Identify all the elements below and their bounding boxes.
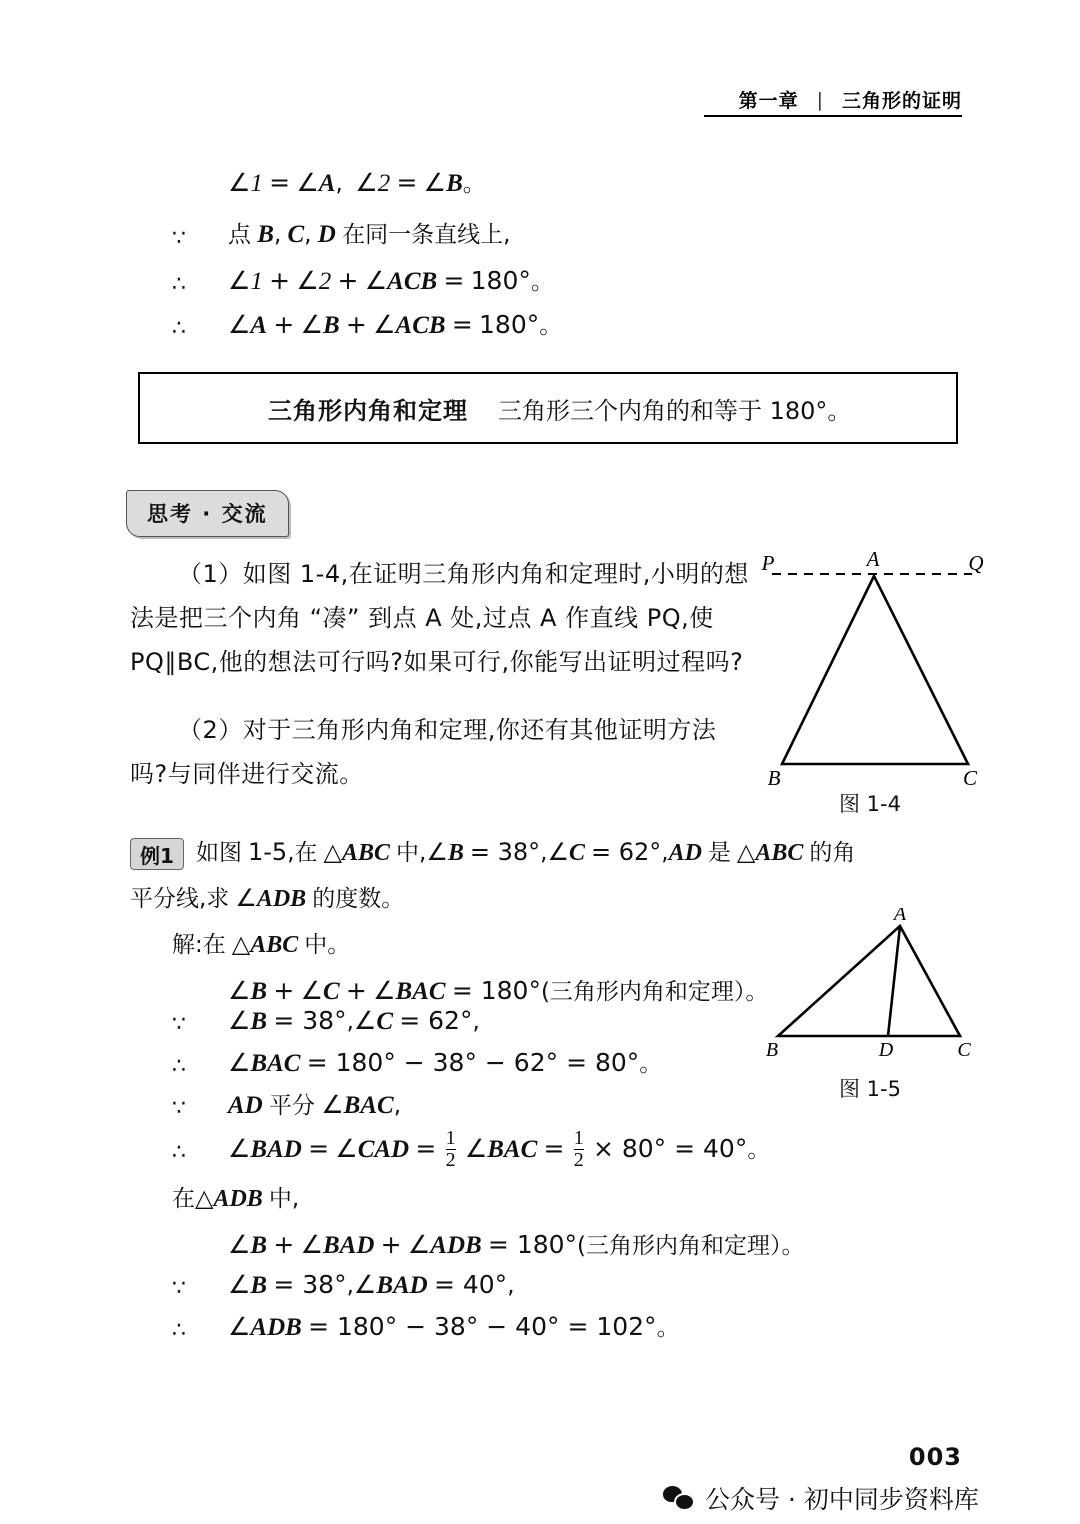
therefore-mark-3: ∴ — [172, 1054, 186, 1079]
svg-text:B: B — [765, 1039, 779, 1060]
theorem-text: 三角形三个内角的和等于 180°。 — [498, 396, 852, 425]
think-share-tag: 思考 · 交流 — [126, 490, 289, 537]
therefore-mark-2: ∴ — [172, 316, 186, 341]
page-number: 003 — [908, 1443, 962, 1471]
svg-text:B: B — [767, 766, 781, 788]
solution-step-7: ∠B = 38°,∠BAD = 40°, — [228, 1270, 515, 1299]
svg-text:D: D — [878, 1039, 894, 1060]
because-mark-1: ∵ — [172, 226, 186, 251]
example-statement-line-2: 平分线,求 ∠ADB 的度数。 — [130, 884, 405, 912]
discussion-question-1: （1）如图 1-4,在证明三角形内角和定理时,小明的想法是把三个内角 “凑” 到点 A 处,过点 A 作直线 PQ,使 PQ∥BC,他的想法可行吗?如果可行,你能写出证明过程吗? — [130, 560, 749, 676]
svg-text:C: C — [957, 1039, 971, 1060]
example-marker: 例1 — [130, 838, 184, 870]
figure-1-5 — [760, 908, 980, 1065]
solution-step-6: ∠B + ∠BAD + ∠ADB = 180°(三角形内角和定理）。 — [228, 1230, 805, 1259]
proof-line-2: 点 B, C, D 在同一条直线上, — [228, 221, 511, 248]
because-mark-2: ∵ — [172, 1012, 186, 1037]
wechat-icon — [663, 1485, 693, 1511]
svg-text:A: A — [866, 547, 880, 571]
therefore-mark-4: ∴ — [172, 1140, 186, 1165]
because-mark-3: ∵ — [172, 1096, 186, 1121]
figure-1-4 — [756, 540, 988, 793]
therefore-mark-1: ∴ — [172, 272, 186, 297]
header-rule — [704, 115, 962, 117]
theorem-box — [138, 372, 958, 444]
solution-step-2: ∠B = 38°,∠C = 62°, — [228, 1006, 480, 1035]
solution-step-3: ∠BAC = 180° − 38° − 62° = 80°。 — [228, 1048, 663, 1077]
solution-step-4: AD 平分 ∠BAC, — [228, 1090, 401, 1119]
header-title: 三角形的证明 — [841, 90, 962, 112]
solution-lead: 解:在 △ABC 中。 — [172, 930, 351, 958]
header-chapter: 第一章 — [738, 90, 799, 112]
running-head — [739, 86, 962, 113]
watermark-text: 公众号 · 初中同步资料库 — [705, 1485, 979, 1514]
svg-text:C: C — [962, 766, 978, 788]
proof-line-3: ∠1 + ∠2 + ∠ACB = 180°。 — [228, 266, 554, 295]
svg-text:P: P — [761, 551, 775, 575]
svg-text:A: A — [893, 908, 907, 925]
solution-step-8: ∠ADB = 180° − 38° − 40° = 102°。 — [228, 1312, 680, 1341]
solution-step-1: ∠B + ∠C + ∠BAC = 180°(三角形内角和定理）。 — [228, 976, 769, 1005]
svg-text:Q: Q — [968, 551, 984, 575]
figure-1-5-caption: 图 1-5 — [839, 1077, 901, 1101]
watermark — [663, 1480, 979, 1516]
discussion-question-2: （2）对于三角形内角和定理,你还有其他证明方法吗?与同伴进行交流。 — [130, 716, 717, 788]
header-separator: | — [816, 88, 824, 111]
example-statement-line-1: 如图 1-5,在 △ABC 中,∠B = 38°,∠C = 62°,AD 是 △ABC 的角 — [196, 838, 856, 866]
proof-line-4: ∠A + ∠B + ∠ACB = 180°。 — [228, 310, 563, 339]
proof-line-1: ∠1 = ∠A, ∠2 = ∠B。 — [228, 168, 486, 197]
theorem-name: 三角形内角和定理 — [268, 396, 468, 425]
because-mark-4: ∵ — [172, 1276, 186, 1301]
figure-1-5-svg — [760, 908, 980, 1060]
figure-1-4-caption: 图 1-4 — [839, 792, 901, 816]
figure-1-4-svg — [756, 540, 988, 788]
therefore-mark-5: ∴ — [172, 1318, 186, 1343]
solution-second-lead: 在△ADB 中, — [172, 1184, 300, 1212]
solution-step-5: ∠BAD = ∠CAD = $\frac{1}{2}$ ∠BAC = $\frac{1}{2}$ × 80° = 40°。 — [228, 1127, 771, 1171]
